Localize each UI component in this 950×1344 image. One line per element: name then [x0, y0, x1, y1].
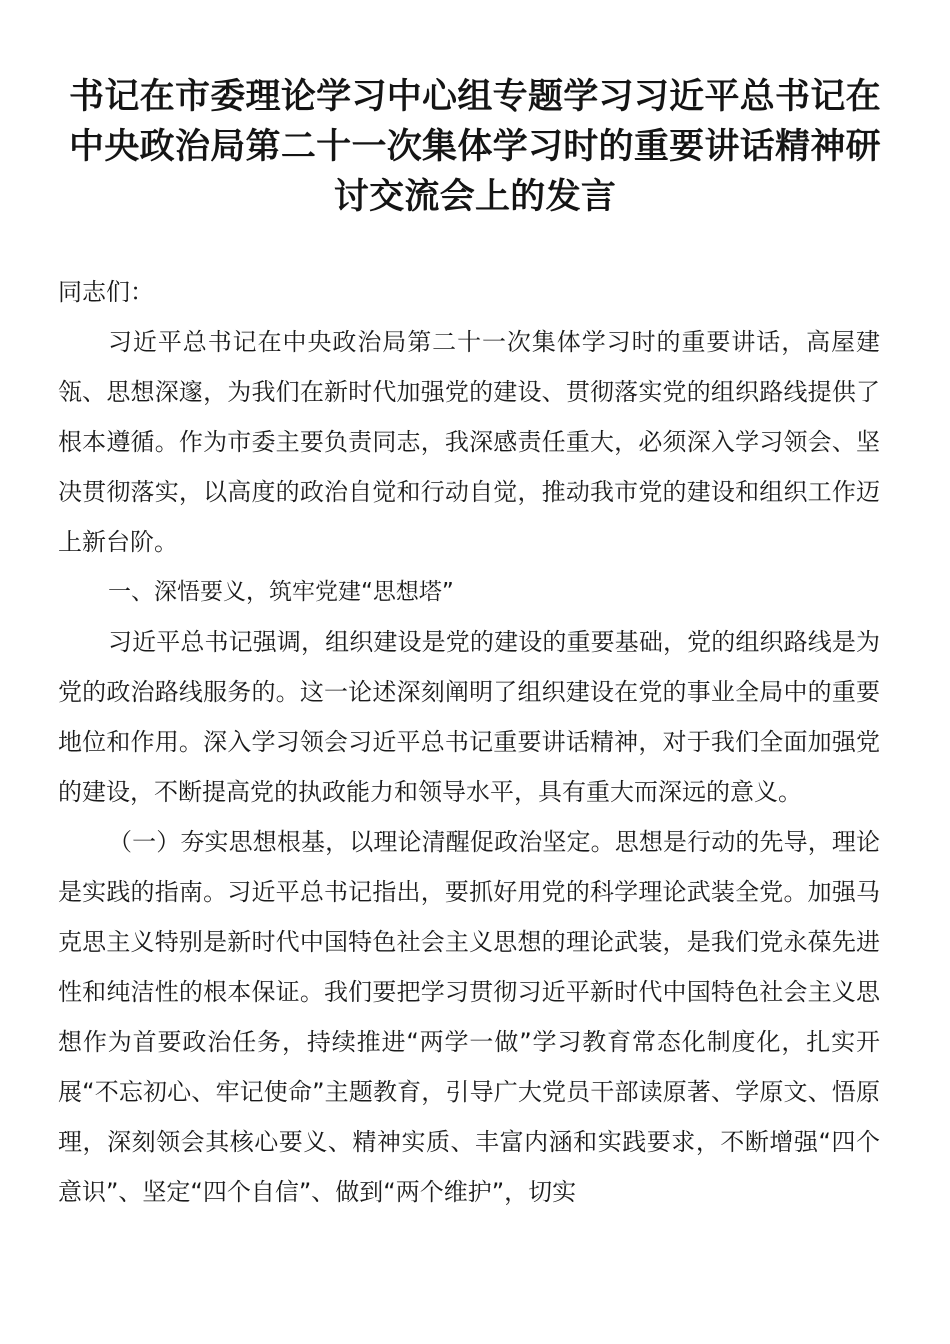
- document-body: [58, 267, 880, 1217]
- salutation: 同志们：: [58, 278, 154, 306]
- paragraph-intro: 习近平总书记在中央政治局第二十一次集体学习时的重要讲话，高屋建瓴、思想深邃，为我们在新时代加强党的建设、贯彻落实党的组织路线提供了根本遵循。作为市委主要负责同志，我深感责任重大，必须深入学习领会、坚决贯彻落实，以高度的政治自觉和行动自觉，推动我市党的建设和组织工作迈上新台阶。: [58, 328, 880, 556]
- section-heading-1: 一、深悟要义，筑牢党建“思想塔”: [108, 579, 454, 605]
- paragraph-subsection-1: （一）夯实思想根基，以理论清醒促政治坚定。思想是行动的先导，理论是实践的指南。习近平总书记指出，要抓好用党的科学理论武装全党。加强马克思主义特别是新时代中国特色社会主义思想的理论武装，是我们党永葆先进性和纯洁性的根本保证。我们要把学习贯彻习近平新时代中国特色社会主义思想作为首要政治任务，持续推进“两学一做”学习教育常态化制度化，扎实开展“不忘初心、牢记使命”主题教育，引导广大党员干部读原著、学原文、悟原理，深刻领会其核心要义、精神实质、丰富内涵和实践要求，不断增强“四个意识”、坚定“四个自信”、做到“两个维护”，切实: [58, 828, 880, 1206]
- document-title: 书记在市委理论学习中心组专题学习习近平总书记在中央政治局第二十一次集体学习时的重要讲话精神研讨交流会上的发言: [69, 77, 881, 217]
- paragraph-section-1: 习近平总书记强调，组织建设是党的建设的重要基础，党的组织路线是为党的政治路线服务的。这一论述深刻阐明了组织建设在党的事业全局中的重要地位和作用。深入学习领会习近平总书记重要讲话精神，对于我们全面加强党的建设，不断提高党的执政能力和领导水平，具有重大而深远的意义。: [58, 628, 880, 806]
